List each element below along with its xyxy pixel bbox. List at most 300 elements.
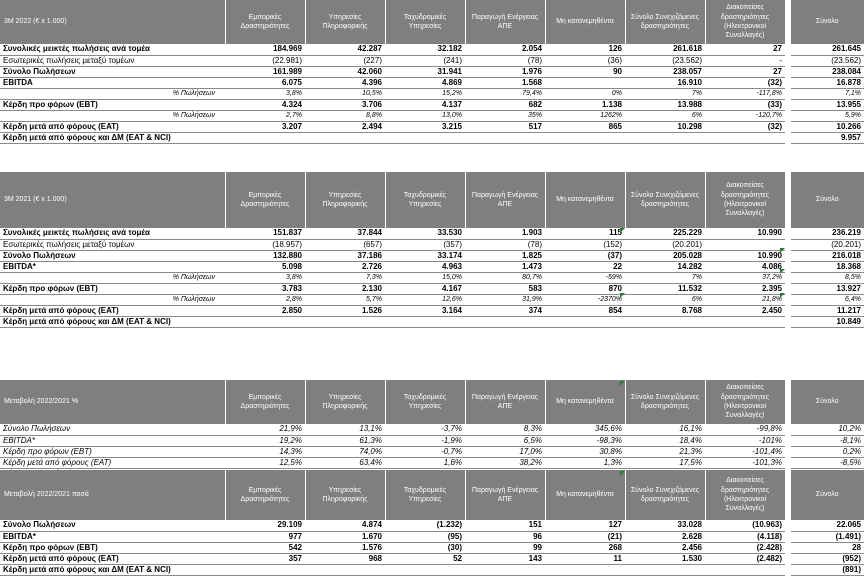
row-value: 35% — [465, 110, 545, 121]
table-row — [0, 283, 864, 294]
column-header: Εμπορικές Δραστηριότητες — [225, 0, 305, 44]
row-value: 16.910 — [625, 77, 705, 88]
row-value: (32) — [705, 121, 785, 132]
comment-flag-icon — [620, 471, 625, 476]
column-header: Υπηρεσίες Πληροφορικής — [305, 380, 385, 424]
row-value: (891) — [791, 564, 864, 575]
row-value: 4.869 — [385, 77, 465, 88]
row-value: 225.229 — [625, 228, 705, 239]
table-row — [0, 520, 864, 531]
row-value — [625, 316, 705, 327]
row-value: 2,7% — [225, 110, 305, 121]
row-value: 132.880 — [225, 250, 305, 261]
row-label: Κέρδη μετά από φόρους και ΔΜ (EAT & NCI) — [0, 316, 225, 327]
row-label: Σύνολο Πωλήσεων — [0, 250, 225, 261]
column-header: Εμπορικές Δραστηριότητες — [225, 470, 305, 520]
row-value: 6,4% — [791, 294, 864, 305]
row-value: -98,3% — [545, 435, 625, 446]
row-value: 542 — [225, 542, 305, 553]
row-label: Κέρδη μετά από φόρους και ΔΜ (EAT & NCI) — [0, 564, 225, 575]
row-label: EBITDA* — [0, 435, 225, 446]
row-value: 30,8% — [545, 446, 625, 457]
row-value: 10.990 — [705, 250, 785, 261]
table-row — [0, 542, 864, 553]
row-value: 4.086 — [705, 261, 785, 272]
row-value: 1.568 — [465, 77, 545, 88]
row-value: 6% — [625, 294, 705, 305]
table-row — [0, 250, 864, 261]
table-row — [0, 99, 864, 110]
row-value: -101,4% — [705, 446, 785, 457]
row-value: 2.494 — [305, 121, 385, 132]
row-label: Συνολικές μεικτές πωλήσεις ανά τομέα — [0, 228, 225, 239]
row-value: 977 — [225, 531, 305, 542]
table-row — [0, 435, 864, 446]
row-value: 583 — [465, 283, 545, 294]
row-value: 7% — [625, 272, 705, 283]
row-value: -8,5% — [791, 457, 864, 468]
row-value: 17,0% — [465, 446, 545, 457]
row-label: Κέρδη προ φόρων (EBT) — [0, 446, 225, 457]
header-row — [0, 380, 864, 424]
row-value: 854 — [545, 305, 625, 316]
row-value: 5.098 — [225, 261, 305, 272]
row-value: 13.927 — [791, 283, 864, 294]
row-value: 1,3% — [545, 457, 625, 468]
row-value: 2.726 — [305, 261, 385, 272]
row-value: (1.232) — [385, 520, 465, 531]
row-value — [545, 316, 625, 327]
column-header: Διακοπείσες δραστηριότητες (Ηλεκτρονικοί Συναλλαγές) — [705, 172, 785, 228]
row-value: (10.963) — [705, 520, 785, 531]
table-title: Μεταβολή 2022/2021 ποσά — [0, 470, 225, 520]
table-row — [0, 294, 864, 305]
column-header: Παραγωγή Ενέργειας ΑΠΕ — [465, 172, 545, 228]
row-value — [305, 316, 385, 327]
row-value: 12,6% — [385, 294, 465, 305]
column-header: Σύνολο — [791, 0, 864, 44]
row-value — [385, 564, 465, 575]
row-value: 11.532 — [625, 283, 705, 294]
row-value: 80,7% — [465, 272, 545, 283]
row-value: 15,0% — [385, 272, 465, 283]
row-label: Κέρδη μετά από φόρους (EAT) — [0, 305, 225, 316]
row-value: 12,5% — [225, 457, 305, 468]
row-value: (23.562) — [625, 55, 705, 66]
row-value: 10.849 — [791, 316, 864, 327]
row-value: 8,5% — [791, 272, 864, 283]
table-row — [0, 121, 864, 132]
row-value: (2.428) — [705, 542, 785, 553]
column-header: Ταχυδρομικές Υπηρεσίες — [385, 470, 465, 520]
row-value: 151.837 — [225, 228, 305, 239]
row-value: 865 — [545, 121, 625, 132]
row-label: Κέρδη μετά από φόρους και ΔΜ (EAT & NCI) — [0, 132, 225, 143]
table-row — [0, 44, 864, 55]
row-value: 14.282 — [625, 261, 705, 272]
row-value: (23.562) — [791, 55, 864, 66]
row-value: 37.186 — [305, 250, 385, 261]
row-value: (18.957) — [225, 239, 305, 250]
row-value: 2.456 — [625, 542, 705, 553]
row-value: 96 — [465, 531, 545, 542]
row-value: 1.903 — [465, 228, 545, 239]
row-value: -99,8% — [705, 424, 785, 435]
row-value: 261.645 — [791, 44, 864, 55]
row-value: (657) — [305, 239, 385, 250]
row-value: 1.138 — [545, 99, 625, 110]
table-row — [0, 553, 864, 564]
row-value: 0% — [545, 88, 625, 99]
row-value: 17,5% — [625, 457, 705, 468]
row-value — [385, 316, 465, 327]
row-label: % Πωλήσεων — [0, 294, 225, 305]
table-row — [0, 261, 864, 272]
row-value: 61,3% — [305, 435, 385, 446]
row-value: 2.395 — [705, 283, 785, 294]
column-header: Σύνολο Συνεχιζόμενες δραστηριότητες — [625, 470, 705, 520]
header-row — [0, 172, 864, 228]
row-value: 52 — [385, 553, 465, 564]
table-row — [0, 316, 864, 327]
column-header: Ταχυδρομικές Υπηρεσίες — [385, 172, 465, 228]
row-label: Κέρδη μετά από φόρους (EAT) — [0, 121, 225, 132]
table-row — [0, 110, 864, 121]
table-row — [0, 564, 864, 575]
row-value: 4.167 — [385, 283, 465, 294]
row-value: 4.396 — [305, 77, 385, 88]
row-value: (152) — [545, 239, 625, 250]
row-value: 11.217 — [791, 305, 864, 316]
row-value: 4.137 — [385, 99, 465, 110]
row-value: 3,8% — [225, 272, 305, 283]
segment-table-1 — [0, 0, 864, 144]
row-value: 184.969 — [225, 44, 305, 55]
column-header: Διακοπείσες δραστηριότητες (Ηλεκτρονικοί Συναλλαγές) — [705, 470, 785, 520]
row-value: (2.482) — [705, 553, 785, 564]
column-header: Εμπορικές Δραστηριότητες — [225, 172, 305, 228]
row-value: (37) — [545, 250, 625, 261]
row-value — [225, 564, 305, 575]
row-value: 15,2% — [385, 88, 465, 99]
row-value: 31,9% — [465, 294, 545, 305]
table-title: 3M 2021 (€ x 1.000) — [0, 172, 225, 228]
header-row — [0, 470, 864, 520]
row-value: 1262% — [545, 110, 625, 121]
row-value: 2.850 — [225, 305, 305, 316]
row-value: 27 — [705, 44, 785, 55]
row-value: 1.530 — [625, 553, 705, 564]
row-value: 16,1% — [625, 424, 705, 435]
row-value: 345,6% — [545, 424, 625, 435]
column-header: Υπηρεσίες Πληροφορικής — [305, 470, 385, 520]
table-row — [0, 88, 864, 99]
row-value: 13,1% — [305, 424, 385, 435]
row-value: 238.084 — [791, 66, 864, 77]
row-value: 79,4% — [465, 88, 545, 99]
row-value — [705, 316, 785, 327]
comment-flag-icon — [780, 248, 785, 253]
row-label: Σύνολο Πωλήσεων — [0, 424, 225, 435]
row-value: - — [705, 55, 785, 66]
row-value: 357 — [225, 553, 305, 564]
row-value: 161.989 — [225, 66, 305, 77]
table-row — [0, 77, 864, 88]
row-value: 236.219 — [791, 228, 864, 239]
row-value — [225, 132, 305, 143]
column-header: Υπηρεσίες Πληροφορικής — [305, 172, 385, 228]
row-label: Κέρδη προ φόρων (EBT) — [0, 99, 225, 110]
row-value: -1,9% — [385, 435, 465, 446]
row-value: (20.201) — [791, 239, 864, 250]
row-value: 8,8% — [305, 110, 385, 121]
row-value: 19,2% — [225, 435, 305, 446]
table-row — [0, 66, 864, 77]
row-value: 10.298 — [625, 121, 705, 132]
column-header: Υπηρεσίες Πληροφορικής — [305, 0, 385, 44]
row-value — [545, 77, 625, 88]
table-row — [0, 305, 864, 316]
column-header: Σύνολο Συνεχιζόμενες δραστηριότητες — [625, 0, 705, 44]
row-value — [305, 132, 385, 143]
row-value: 268 — [545, 542, 625, 553]
row-value: 8,3% — [465, 424, 545, 435]
column-header: Διακοπείσες δραστηριότητες (Ηλεκτρονικοί Συναλλαγές) — [705, 0, 785, 44]
row-value: 4.874 — [305, 520, 385, 531]
row-value: 6,5% — [465, 435, 545, 446]
row-value: 6.075 — [225, 77, 305, 88]
row-value: 42.287 — [305, 44, 385, 55]
row-value: 3,8% — [225, 88, 305, 99]
segment-table-4 — [0, 470, 864, 576]
row-value: 205.028 — [625, 250, 705, 261]
row-value: 1.670 — [305, 531, 385, 542]
row-value — [705, 564, 785, 575]
row-value: -0,7% — [385, 446, 465, 457]
table-row — [0, 55, 864, 66]
row-label: Κέρδη μετά από φόρους (EAT) — [0, 457, 225, 468]
row-label: % Πωλήσεων — [0, 110, 225, 121]
row-value: 115 — [545, 228, 625, 239]
row-value: 18,4% — [625, 435, 705, 446]
row-value: 151 — [465, 520, 545, 531]
row-value: -59% — [545, 272, 625, 283]
row-value: 870 — [545, 283, 625, 294]
row-value: (357) — [385, 239, 465, 250]
row-value: 517 — [465, 121, 545, 132]
row-value: 74,0% — [305, 446, 385, 457]
comment-flag-icon — [620, 293, 625, 298]
column-header: Μη κατανεμηθέντα — [545, 172, 625, 228]
row-value: 31.941 — [385, 66, 465, 77]
row-value — [225, 316, 305, 327]
row-value: 2.450 — [705, 305, 785, 316]
row-value: (22.981) — [225, 55, 305, 66]
row-value: -101,3% — [705, 457, 785, 468]
row-value: 22.065 — [791, 520, 864, 531]
row-value: (78) — [465, 55, 545, 66]
row-value: 5,9% — [791, 110, 864, 121]
row-value: -2370% — [545, 294, 625, 305]
row-value: 7% — [625, 88, 705, 99]
row-value — [545, 132, 625, 143]
table-row — [0, 424, 864, 435]
row-value: 13.988 — [625, 99, 705, 110]
row-value: 13.955 — [791, 99, 864, 110]
column-header: Παραγωγή Ενέργειας ΑΠΕ — [465, 0, 545, 44]
row-value: 90 — [545, 66, 625, 77]
row-value: 3.783 — [225, 283, 305, 294]
row-label: Κέρδη προ φόρων (EBT) — [0, 283, 225, 294]
column-header: Παραγωγή Ενέργειας ΑΠΕ — [465, 380, 545, 424]
row-value: 1.976 — [465, 66, 545, 77]
row-value: 127 — [545, 520, 625, 531]
row-value: 1.576 — [305, 542, 385, 553]
row-label: Σύνολο Πωλήσεων — [0, 520, 225, 531]
row-value: 4.963 — [385, 261, 465, 272]
row-value: 3.164 — [385, 305, 465, 316]
row-value: (32) — [705, 77, 785, 88]
row-value: 21,3% — [625, 446, 705, 457]
comment-flag-icon — [620, 228, 625, 233]
row-value: (241) — [385, 55, 465, 66]
row-value: 7,1% — [791, 88, 864, 99]
row-value: 216.018 — [791, 250, 864, 261]
column-header: Σύνολο — [791, 380, 864, 424]
row-value — [625, 132, 705, 143]
table-title: 3M 2022 (€ x 1.000) — [0, 0, 225, 44]
row-value: (21) — [545, 531, 625, 542]
column-header: Μη κατανεμηθέντα — [545, 470, 625, 520]
column-header: Σύνολο — [791, 470, 864, 520]
table-row — [0, 228, 864, 239]
row-value: 10.990 — [705, 228, 785, 239]
row-value — [385, 132, 465, 143]
row-value: 99 — [465, 542, 545, 553]
row-value: 143 — [465, 553, 545, 564]
row-value: 2,8% — [225, 294, 305, 305]
segment-table-2 — [0, 172, 864, 328]
column-header: Σύνολο Συνεχιζόμενες δραστηριότητες — [625, 380, 705, 424]
column-header: Ταχυδρομικές Υπηρεσίες — [385, 0, 465, 44]
row-value: 968 — [305, 553, 385, 564]
row-value: 2.054 — [465, 44, 545, 55]
row-value — [305, 564, 385, 575]
row-label: % Πωλήσεων — [0, 272, 225, 283]
row-value: 4.324 — [225, 99, 305, 110]
row-value: 33.530 — [385, 228, 465, 239]
column-header: Παραγωγή Ενέργειας ΑΠΕ — [465, 470, 545, 520]
row-value: 3.215 — [385, 121, 465, 132]
table-row — [0, 446, 864, 457]
table-row — [0, 457, 864, 468]
row-value: 37,2% — [705, 272, 785, 283]
column-header: Σύνολο — [791, 172, 864, 228]
row-value: 682 — [465, 99, 545, 110]
table-row — [0, 132, 864, 143]
row-value — [705, 239, 785, 250]
row-value: 10,2% — [791, 424, 864, 435]
row-value: 21,8% — [705, 294, 785, 305]
row-value: 2.628 — [625, 531, 705, 542]
row-value: 2.130 — [305, 283, 385, 294]
row-value: 10,5% — [305, 88, 385, 99]
row-value: (227) — [305, 55, 385, 66]
table-row — [0, 531, 864, 542]
row-value — [545, 564, 625, 575]
row-value: 18.368 — [791, 261, 864, 272]
row-value: 3.706 — [305, 99, 385, 110]
row-value: 21,9% — [225, 424, 305, 435]
comment-flag-icon — [620, 381, 625, 386]
row-value: 22 — [545, 261, 625, 272]
column-header: Σύνολο Συνεχιζόμενες δραστηριότητες — [625, 172, 705, 228]
row-value: 9.957 — [791, 132, 864, 143]
row-label: EBITDA* — [0, 531, 225, 542]
row-label: Κέρδη προ φόρων (EBT) — [0, 542, 225, 553]
row-value: 10.266 — [791, 121, 864, 132]
row-value: 28 — [791, 542, 864, 553]
row-value: 63,4% — [305, 457, 385, 468]
row-value: (20.201) — [625, 239, 705, 250]
row-value: 1.825 — [465, 250, 545, 261]
row-value: (95) — [385, 531, 465, 542]
row-value: 3.207 — [225, 121, 305, 132]
row-value: -120,7% — [705, 110, 785, 121]
row-label: Εσωτερικές πωλήσεις μεταξύ τομέων — [0, 55, 225, 66]
comment-flag-icon — [780, 269, 785, 274]
row-value: 33.028 — [625, 520, 705, 531]
row-value: 8.768 — [625, 305, 705, 316]
row-value: -8,1% — [791, 435, 864, 446]
row-value: -3,7% — [385, 424, 465, 435]
column-header: Διακοπείσες δραστηριότητες (Ηλεκτρονικοί Συναλλαγές) — [705, 380, 785, 424]
table-row — [0, 272, 864, 283]
row-value: 33.174 — [385, 250, 465, 261]
row-label: % Πωλήσεων — [0, 88, 225, 99]
row-label: Κέρδη μετά από φόρους (EAT) — [0, 553, 225, 564]
row-value: 261.618 — [625, 44, 705, 55]
comment-flag-icon — [780, 293, 785, 298]
row-value: 7,3% — [305, 272, 385, 283]
row-value — [705, 132, 785, 143]
row-value: 238.057 — [625, 66, 705, 77]
row-value: (4.118) — [705, 531, 785, 542]
row-value: (1.491) — [791, 531, 864, 542]
row-value: 374 — [465, 305, 545, 316]
row-value: 5,7% — [305, 294, 385, 305]
row-value: (78) — [465, 239, 545, 250]
row-value: 1.473 — [465, 261, 545, 272]
row-value: (30) — [385, 542, 465, 553]
row-label: Εσωτερικές πωλήσεις μεταξύ τομέων — [0, 239, 225, 250]
row-value: 42.060 — [305, 66, 385, 77]
row-value: (36) — [545, 55, 625, 66]
row-value — [465, 316, 545, 327]
row-label: Σύνολο Πωλήσεων — [0, 66, 225, 77]
table-title: Μεταβολή 2022/2021 % — [0, 380, 225, 424]
row-value: 32.182 — [385, 44, 465, 55]
row-value: 14,3% — [225, 446, 305, 457]
row-value: 27 — [705, 66, 785, 77]
row-label: EBITDA — [0, 77, 225, 88]
row-value: 37.844 — [305, 228, 385, 239]
row-value — [465, 564, 545, 575]
row-value: (952) — [791, 553, 864, 564]
row-value: -101% — [705, 435, 785, 446]
row-value: 38,2% — [465, 457, 545, 468]
row-value: 16.878 — [791, 77, 864, 88]
